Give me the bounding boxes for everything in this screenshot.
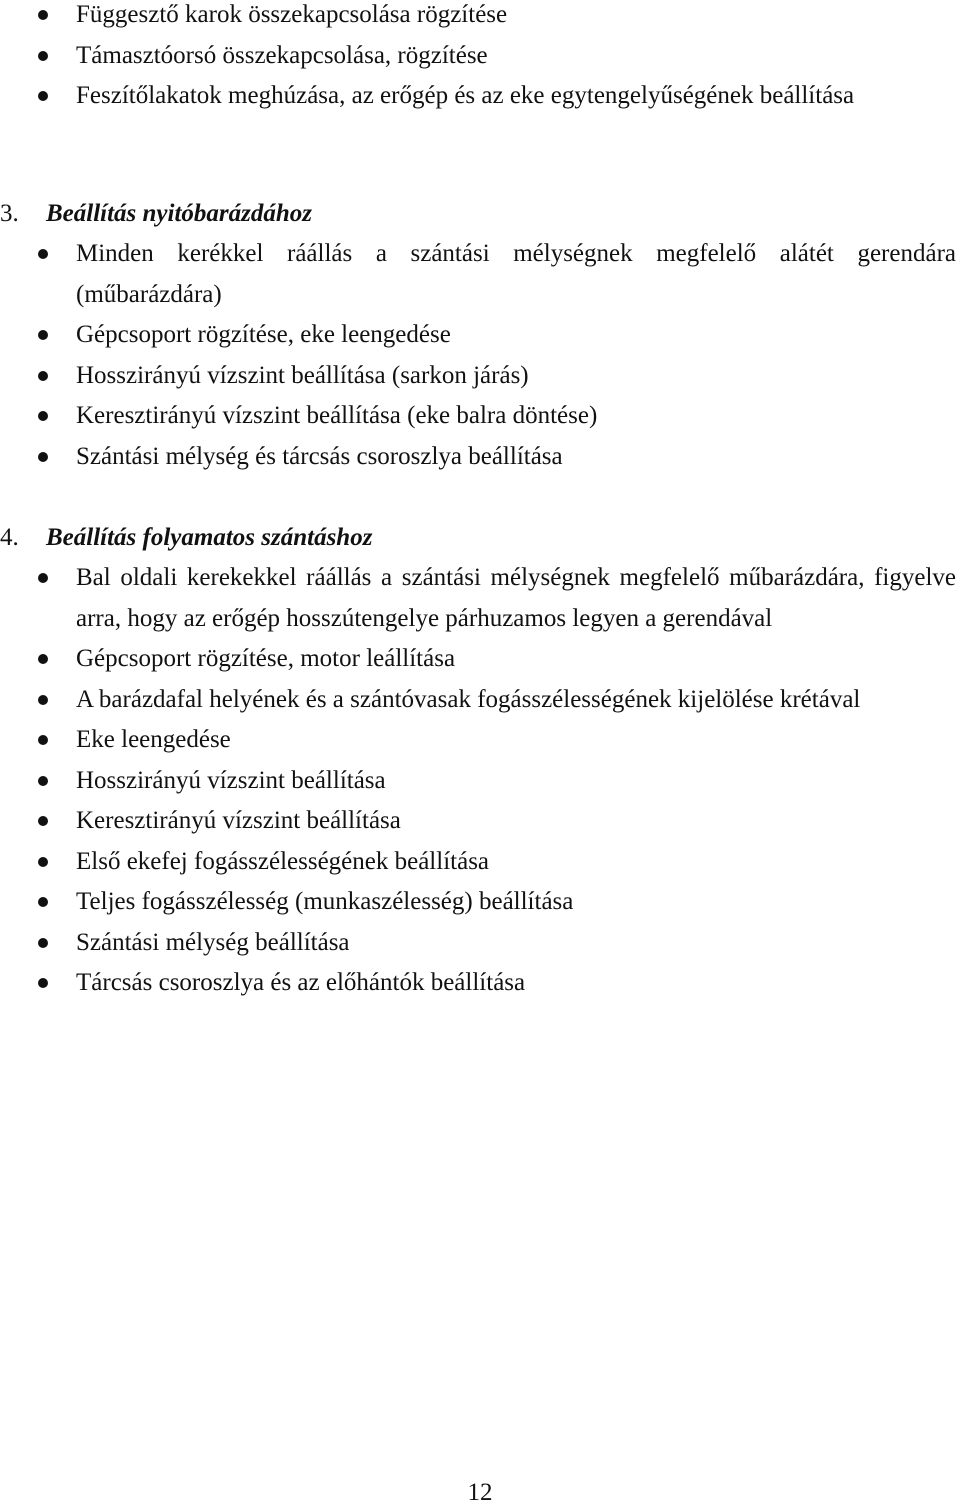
list-item-text: Keresztirányú vízszint beállítása (eke balra döntése)	[76, 402, 598, 429]
list-item	[0, 639, 960, 680]
section-3-bullet-list	[0, 234, 960, 477]
top-bullet-list	[0, 0, 960, 117]
bullet-icon	[38, 776, 48, 786]
section-3	[0, 194, 960, 477]
list-item-text: Szántási mélység és tárcsás csoroszlya beállítása	[76, 442, 563, 470]
list-item-text: Keresztirányú vízszint beállítása	[76, 807, 401, 834]
page-number: 12	[467, 1479, 493, 1506]
bullet-icon	[38, 51, 48, 61]
list-item-text: Függesztő karok összekapcsolása rögzítése	[76, 1, 508, 28]
bullet-icon	[38, 330, 48, 340]
bullet-icon	[38, 249, 48, 259]
section-4-bullet-list	[0, 558, 960, 1004]
bullet-icon	[38, 978, 48, 988]
bullet-icon	[38, 938, 48, 948]
bullet-icon	[38, 816, 48, 826]
list-item	[0, 356, 960, 397]
list-item-text: Első ekefej fogásszélességének beállítása	[76, 847, 490, 875]
bullet-icon	[38, 695, 48, 705]
bullet-icon	[38, 897, 48, 907]
list-item-text: A barázdafal helyének és a szántóvasak fogásszélességének kijelölése krétával	[76, 685, 861, 713]
list-item	[0, 558, 960, 639]
list-item	[0, 882, 960, 923]
bullet-icon	[38, 735, 48, 745]
list-item-text: Gépcsoport rögzítése, eke leengedése	[76, 321, 451, 348]
bullet-icon	[38, 10, 48, 20]
list-item-text: Támasztóorsó összekapcsolása, rögzítése	[76, 41, 488, 69]
section-heading	[0, 194, 960, 234]
list-item	[0, 842, 960, 883]
list-item	[0, 396, 960, 437]
list-item-text: Tárcsás csoroszlya és az előhántók beállítása	[76, 969, 526, 996]
list-item-text: Bal oldali kerekekkel ráállás a szántási mélységnek megfelelő műbarázdára, figyelve arra, hogy az erőgép hosszútengelye párhuzamos legyen a gerendával	[76, 564, 956, 632]
bullet-icon	[38, 857, 48, 867]
list-item	[0, 234, 960, 315]
list-item	[0, 801, 960, 842]
list-item-text: Eke leengedése	[76, 726, 231, 753]
list-item-text: Hosszirányú vízszint beállítása (sarkon járás)	[76, 361, 529, 389]
list-item-text: Szántási mélység beállítása	[76, 928, 350, 956]
section-number: 4.	[0, 524, 19, 551]
list-item	[0, 76, 960, 117]
list-item-text: Minden kerékkel ráállás a szántási mélységnek megfelelő alátét gerendára (műbarázdára)	[76, 240, 956, 308]
list-item	[0, 720, 960, 761]
bullet-icon	[38, 654, 48, 664]
bullet-icon	[38, 91, 48, 101]
list-item	[0, 0, 960, 36]
section-4	[0, 518, 960, 1004]
list-item-text: Hosszirányú vízszint beállítása	[76, 766, 386, 794]
list-item	[0, 315, 960, 356]
section-title: Beállítás nyitóbarázdához	[46, 200, 313, 227]
list-item	[0, 680, 960, 721]
section-number: 3.	[0, 200, 19, 227]
list-item-text: Teljes fogásszélesség (munkaszélesség) beállítása	[76, 888, 574, 915]
list-item-text: Feszítőlakatok meghúzása, az erőgép és az eke egytengelyűségének beállítása	[76, 82, 855, 109]
section-heading	[0, 518, 960, 558]
section-title: Beállítás folyamatos szántáshoz	[46, 524, 373, 551]
bullet-icon	[38, 371, 48, 381]
list-item-text: Gépcsoport rögzítése, motor leállítása	[76, 645, 456, 672]
bullet-icon	[38, 573, 48, 583]
bullet-icon	[38, 411, 48, 421]
bullet-icon	[38, 452, 48, 462]
list-item	[0, 437, 960, 478]
list-item	[0, 963, 960, 1004]
list-item	[0, 923, 960, 964]
list-item	[0, 761, 960, 802]
list-item	[0, 36, 960, 77]
